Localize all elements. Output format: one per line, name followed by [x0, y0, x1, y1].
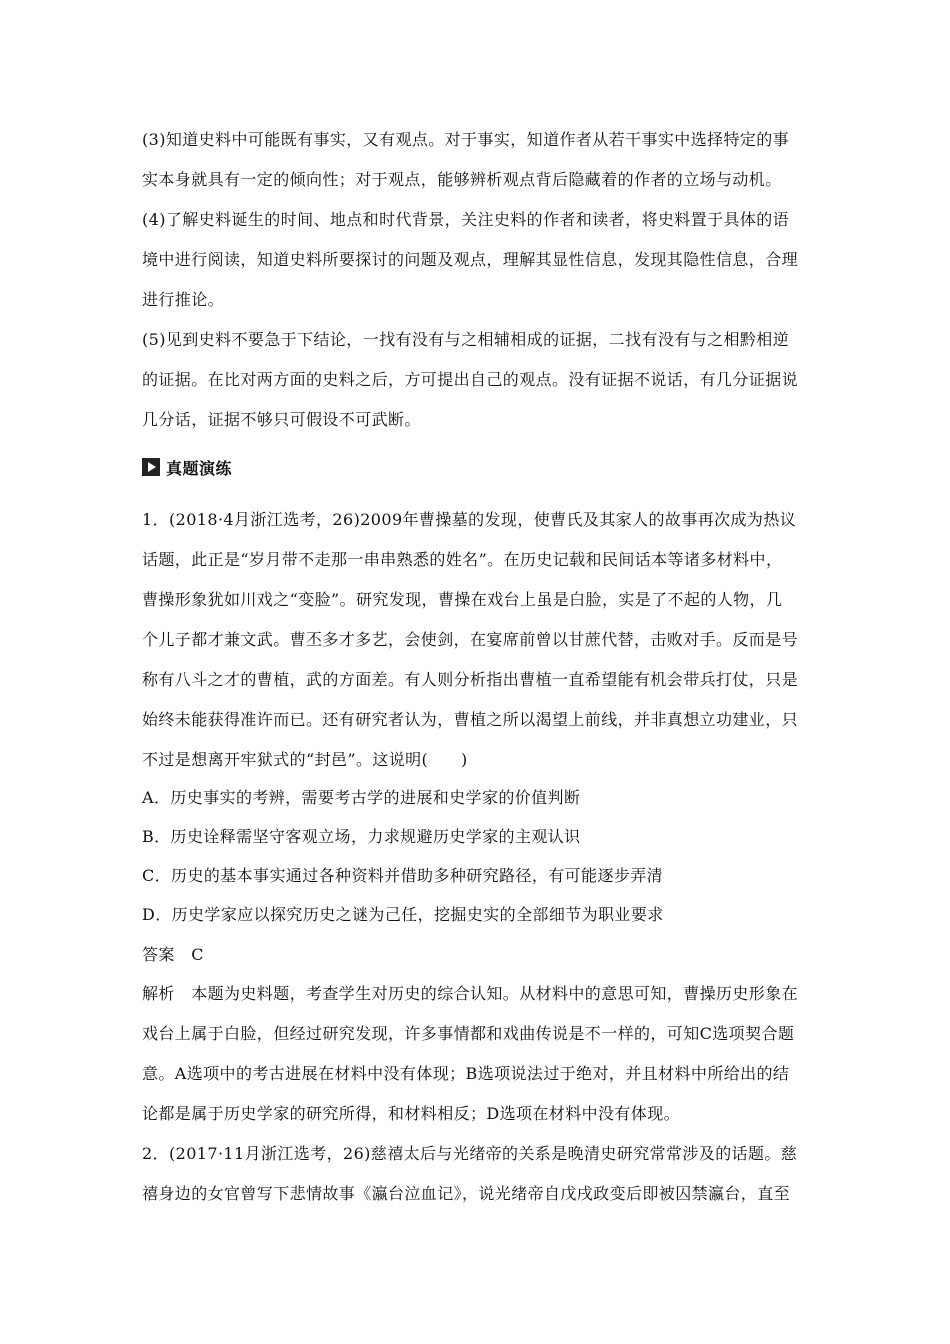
analysis-line: 解析 本题为史料题，考查学生对历史的综合认知。从材料中的意思可知，曹操历史形象在 [142, 984, 799, 1003]
question-1-stem-line: 话题，此正是“岁月带不走那一串串熟悉的姓名”。在历史记载和民间话本等诸多材料中， [142, 550, 783, 569]
paragraph-5-line: 的证据。在比对两方面的史料之后，方可提出自己的观点。没有证据不说话，有几分证据说 [142, 370, 799, 389]
option-c: C．历史的基本事实通过各种资料并借助多种研究路径，有可能逐步弄清 [142, 866, 664, 885]
section-header [142, 456, 232, 478]
analysis-line: 戏台上属于白脸，但经过研究发现，许多事情都和戏曲传说是不一样的，可知C选项契合题 [142, 1024, 795, 1043]
paragraph-4-line: 境中进行阅读，知道史料所要探讨的问题及观点，理解其显性信息，发现其隐性信息，合理 [142, 250, 799, 269]
paragraph-3-line: 实本身就具有一定的倾向性；对于观点，能够辨析观点背后隐藏着的作者的立场与动机。 [142, 170, 782, 189]
question-1-stem-line: 曹操形象犹如川戏之“变脸”。研究发现，曹操在戏台上虽是白脸，实是了不起的人物，几 [142, 590, 783, 609]
paragraph-4-line: (4)了解史料诞生的时间、地点和时代背景，关注史料的作者和读者，将史料置于具体的语 [142, 210, 790, 229]
paragraph-5-line: 几分话，证据不够只可假设不可武断。 [142, 410, 421, 429]
question-2-stem-line: 禧身边的女官曾写下悲情故事《瀛台泣血记》，说光绪帝自戊戌政变后即被囚禁瀛台，直至 [142, 1184, 791, 1203]
paragraph-3-line: (3)知道史料中可能既有事实，又有观点。对于事实，知道作者从若干事实中选择特定的事 [142, 130, 790, 149]
option-b: B．历史诠释需坚守客观立场，力求规避历史学家的主观认识 [142, 827, 581, 846]
paragraph-5-line: (5)见到史料不要急于下结论，一找有没有与之相辅相成的证据，二找有没有与之相黔相逆 [142, 330, 790, 349]
answer-line: 答案 C [142, 945, 204, 964]
question-1-stem-line: 始终未能获得准许而已。还有研究者认为，曹植之所以渴望上前线，并非真想立功建业，只 [142, 710, 799, 729]
play-triangle-icon [142, 458, 160, 476]
section-title: 真题演练 [166, 458, 233, 478]
question-1-stem-line: 不过是想离开牢狱式的“封邑”。这说明( ) [142, 750, 468, 769]
question-1-stem-line: 个儿子都才兼文武。曹丕多才多艺，会使剑，在宴席前曾以甘蔗代替，击败对手。反而是号 [142, 630, 799, 649]
question-1-stem-line: 1．(2018·4月浙江选考，26)2009年曹操墓的发现，使曹氏及其家人的故事再次成为热议 [142, 510, 797, 529]
question-1-stem-line: 称有八斗之才的曹植，武的方面差。有人则分析指出曹植一直希望能有机会带兵打仗，只是 [142, 670, 799, 689]
analysis-line: 论都是属于历史学家的研究所得，和材料相反；D选项在材料中没有体现。 [142, 1104, 681, 1123]
analysis-line: 意。A选项中的考古进展在材料中没有体现；B选项说法过于绝对，并且材料中所给出的结 [142, 1064, 790, 1083]
paragraph-4-line: 进行推论。 [142, 290, 225, 309]
option-d: D．历史学家应以探究历史之谜为己任，挖掘史实的全部细节为职业要求 [142, 905, 664, 924]
option-a: A．历史事实的考辨，需要考古学的进展和史学家的价值判断 [142, 788, 581, 807]
question-2-stem-line: 2．(2017·11月浙江选考，26)慈禧太后与光绪帝的关系是晚清史研究常常涉及的话题。慈 [142, 1144, 798, 1163]
